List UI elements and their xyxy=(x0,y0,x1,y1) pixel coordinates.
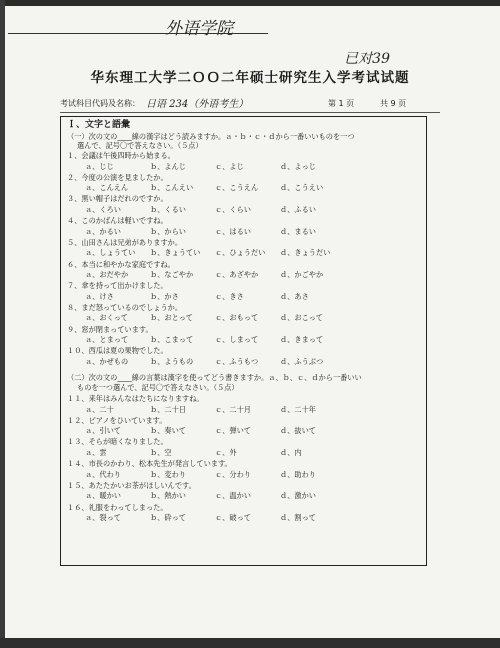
answer-option[interactable]: ｃ、よじ xyxy=(215,161,244,171)
scan-border-top xyxy=(0,0,500,6)
answer-option[interactable]: ａ、しょうてい xyxy=(85,248,136,258)
subject-label: 考试科目代码及名称： xyxy=(60,99,140,108)
answer-option[interactable]: ｄ、かごやか xyxy=(280,270,324,279)
question-partA-3: ３、黒い帽子はだれのですか。 xyxy=(67,194,168,204)
answer-option[interactable]: ｃ、あざやか xyxy=(215,270,259,279)
part-b-instruction-2: ものを一つ選んで、記号〇で答えなさい。（５点） xyxy=(77,383,239,392)
answer-option[interactable]: ｂ、くるい xyxy=(150,204,186,214)
answer-option[interactable]: ｄ、きまって xyxy=(280,335,324,345)
page-current: 第 1 页 xyxy=(328,99,355,108)
question-partB-5: １５、あたたかいお茶がほしいんです。 xyxy=(67,480,196,490)
answer-option[interactable]: ｄ、二十年 xyxy=(280,404,316,414)
question-partB-2: １２、ピアノをひいています。 xyxy=(67,415,167,425)
answer-option[interactable]: ａ、暖かい xyxy=(85,491,121,501)
answer-option[interactable]: ｂ、こまって xyxy=(150,335,194,345)
question-partA-4: ４、このかばんは軽いですね。 xyxy=(67,216,168,226)
section-heading: Ｉ、文字と語彙 xyxy=(67,120,131,130)
question-partA-1: １、会議は午後四時から始まる。 xyxy=(67,151,175,160)
answer-option[interactable]: ａ、じじ xyxy=(85,161,114,171)
scan-border-left xyxy=(0,0,5,648)
question-partA-7: ７、傘を持って出かけました。 xyxy=(67,281,168,291)
answer-option[interactable]: ｄ、抜いて xyxy=(280,426,316,436)
answer-option[interactable]: ｂ、変わり xyxy=(150,469,186,479)
answer-option[interactable]: ｃ、温かい xyxy=(215,491,251,501)
exam-meta-line xyxy=(60,98,440,112)
handwritten-school-note: 外语学院 xyxy=(165,19,233,39)
question-partA-6: ６、本当に和やかな家庭ですね。 xyxy=(67,259,175,269)
answer-option[interactable]: ｄ、あさ xyxy=(280,291,309,301)
answer-option[interactable]: ｄ、割って xyxy=(280,513,316,522)
answer-option[interactable]: ｂ、熱かい xyxy=(150,491,186,501)
answer-option[interactable]: ｃ、破って xyxy=(215,513,251,522)
answer-option[interactable]: ｂ、こんえい xyxy=(150,183,194,193)
answer-option[interactable]: ｄ、きょうだい xyxy=(280,248,331,258)
answer-option[interactable]: ｄ、内 xyxy=(280,447,302,457)
handwritten-code-note: 已对39 xyxy=(344,51,390,67)
subject-value: 日语 234（外语考生） xyxy=(146,99,249,110)
page-total: 共 9 页 xyxy=(380,99,407,108)
question-partA-8: ８、まだ怒っているのでしょうか。 xyxy=(67,302,183,312)
answer-option[interactable]: ｂ、かさ xyxy=(150,291,179,301)
answer-option[interactable]: ｄ、ふうぶつ xyxy=(280,356,324,366)
part-a-instruction-2: 選んで、記号〇で答えなさい。（５点） xyxy=(77,141,203,150)
question-partA-5: ５、山田さんは兄弟がありますか。 xyxy=(67,237,183,247)
meta-divider xyxy=(60,112,440,113)
answer-option[interactable]: ｂ、からい xyxy=(150,226,186,236)
answer-option[interactable]: ｃ、ひょうだい xyxy=(215,248,266,258)
answer-option[interactable]: ａ、かるい xyxy=(85,226,121,236)
answer-option[interactable]: ｃ、外 xyxy=(215,447,237,457)
question-partB-3: １３、そらが暗くなりました。 xyxy=(67,437,168,447)
question-partB-6: １６、礼服をわってしまった。 xyxy=(67,502,168,512)
exam-title: 华东理工大学二ＯＯ二年硕士研究生入学考试试题 xyxy=(90,70,410,86)
answer-option[interactable]: ｄ、よっじ xyxy=(280,161,316,171)
answer-option[interactable]: ｄ、助わり xyxy=(280,469,316,479)
answer-option[interactable]: ｂ、二十日 xyxy=(150,404,186,414)
answer-option[interactable]: ｃ、分わり xyxy=(215,469,251,479)
answer-option[interactable]: ａ、くろい xyxy=(85,204,121,214)
answer-option[interactable]: ｃ、弾いて xyxy=(215,426,251,436)
answer-option[interactable]: ｃ、はるい xyxy=(215,226,251,236)
answer-option[interactable]: ｄ、まるい xyxy=(280,226,316,236)
answer-option[interactable]: ａ、こんえん xyxy=(85,183,129,193)
answer-option[interactable]: ｃ、こうえん xyxy=(215,183,259,193)
answer-option[interactable]: ａ、かぜもの xyxy=(85,356,129,366)
answer-option[interactable]: ｃ、二十月 xyxy=(215,404,251,414)
answer-option[interactable]: ｂ、きょうてい xyxy=(150,248,201,258)
answer-option[interactable]: ａ、おくって xyxy=(85,313,128,323)
handwritten-underline xyxy=(8,33,268,34)
scan-border-bottom xyxy=(0,638,500,648)
answer-option[interactable]: ａ、裂って xyxy=(85,513,121,522)
answer-option[interactable]: ｄ、激かい xyxy=(280,491,316,501)
answer-option[interactable]: ａ、けさ xyxy=(85,291,114,301)
answer-option[interactable]: ａ、引いて xyxy=(85,426,121,436)
answer-option[interactable]: ｂ、おとって xyxy=(150,313,193,323)
answer-option[interactable]: ｃ、くらい xyxy=(215,204,251,214)
answer-option[interactable]: ａ、代わり xyxy=(85,469,121,479)
question-partA-10: １０、西瓜は夏の果物でした。 xyxy=(67,346,168,356)
answer-option[interactable]: ｃ、おもって xyxy=(215,313,259,323)
answer-option[interactable]: ｃ、ふうもつ xyxy=(215,356,259,366)
question-partA-2: ２、今度の公演を見ましたか。 xyxy=(67,172,168,182)
answer-option[interactable]: ａ、雲 xyxy=(85,447,107,457)
answer-option[interactable]: ｂ、奏いて xyxy=(150,426,186,436)
answer-option[interactable]: ａ、とまって xyxy=(85,335,129,345)
answer-option[interactable]: ｂ、よんじ xyxy=(150,161,186,171)
question-partB-4: １４、市長のかわり、松本先生が発言しています。 xyxy=(67,459,232,469)
answer-option[interactable]: ａ、おだやか xyxy=(85,270,129,279)
part-b-instruction-1: （二）次の文の____線の言葉は漢字を使ってどう書きますか。ａ、ｂ、ｃ、ｄから一番いい xyxy=(67,373,362,382)
question-partA-9: ９、窓が閉まっています。 xyxy=(67,324,153,334)
answer-option[interactable]: ａ、二十 xyxy=(85,404,114,414)
answer-option[interactable]: ｃ、きさ xyxy=(215,291,244,301)
answer-option[interactable]: ｂ、砕って xyxy=(150,513,186,522)
answer-option[interactable]: ｄ、こうえい xyxy=(280,183,324,193)
question-box xyxy=(60,116,427,566)
answer-option[interactable]: ｂ、空 xyxy=(150,447,172,457)
answer-option[interactable]: ｄ、おこって xyxy=(280,313,323,323)
answer-option[interactable]: ｂ、ようもの xyxy=(150,356,194,366)
answer-option[interactable]: ｂ、なごやか xyxy=(150,270,194,279)
answer-option[interactable]: ｃ、しまって xyxy=(215,335,259,345)
question-partB-1: １１、来年はみんなはたちになりますね。 xyxy=(67,394,204,403)
part-a-instruction-1: （一）次の文の____線の漢字はどう読みますか。ａ・ｂ・ｃ・ｄから一番いいものを一つ xyxy=(67,132,355,141)
answer-option[interactable]: ｄ、ふるい xyxy=(280,204,316,214)
